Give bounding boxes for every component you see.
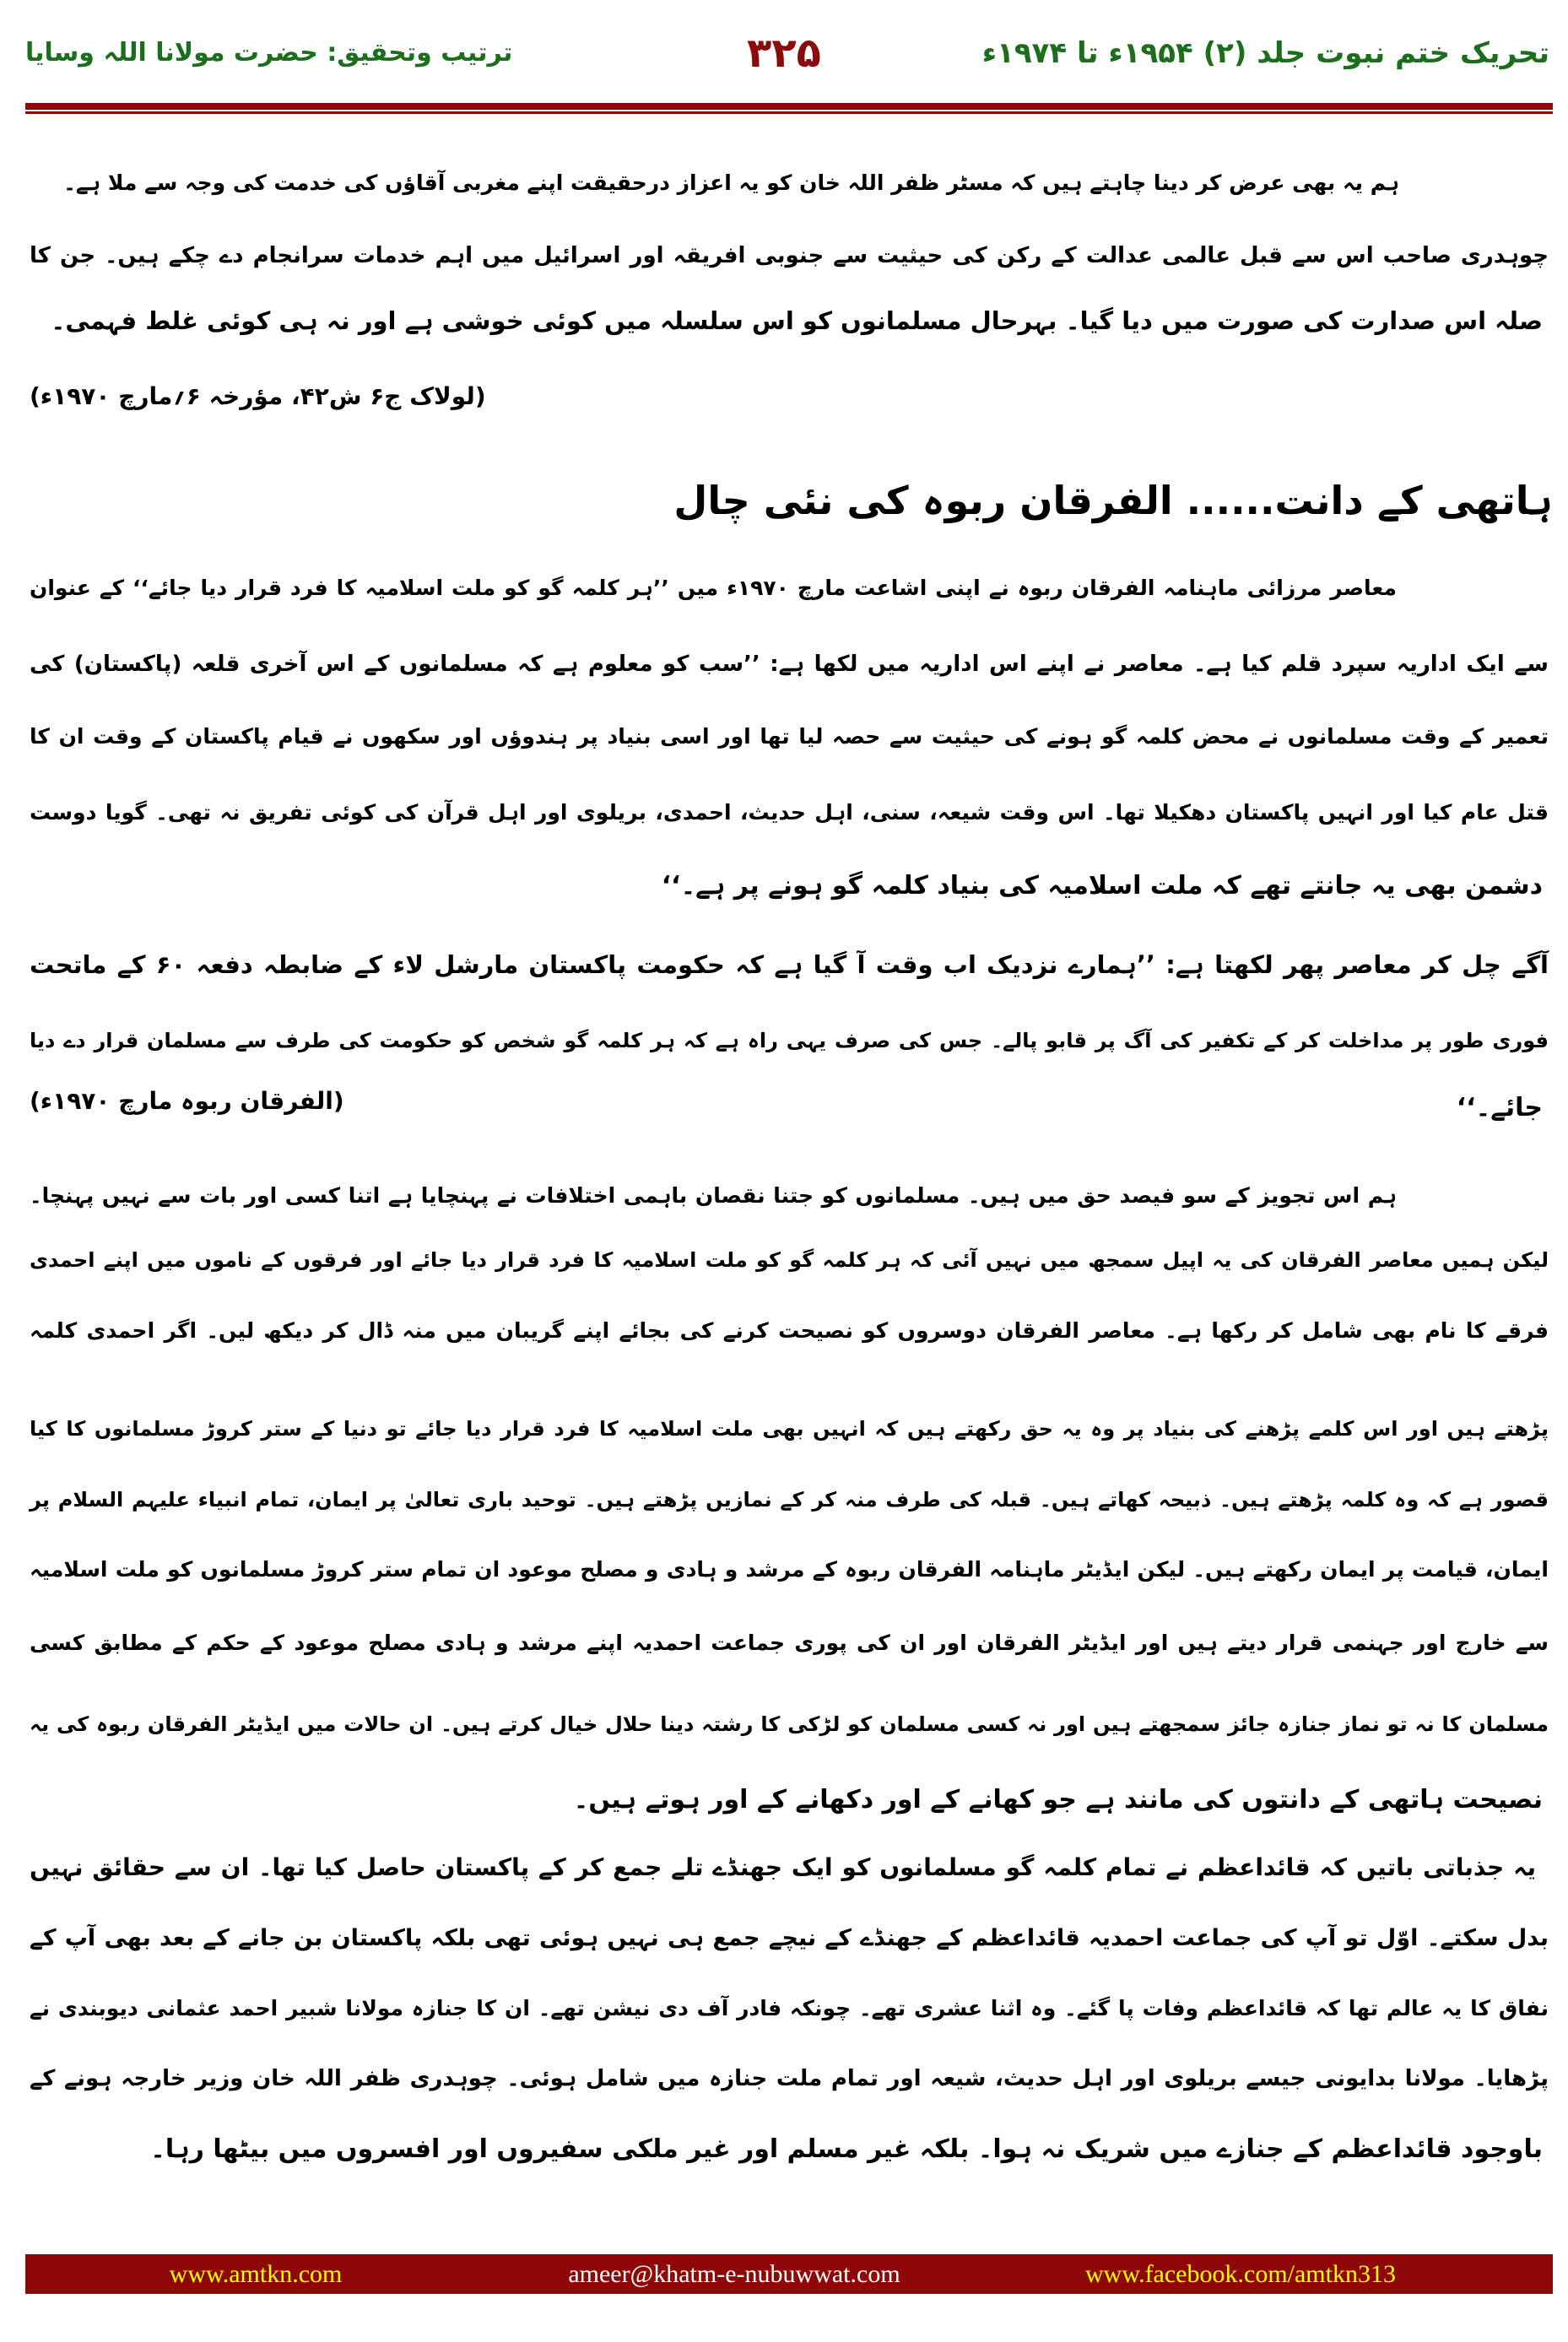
text-line: آگے چل کر معاصر پھر لکھتا ہے: ’’ہمارے نزدیک اب وقت آ گیا ہے کہ حکومت پاکستان مارشل لاء کے ضابطہ دفعہ ۶۰ کے ماتحت: [30, 950, 1549, 979]
text-line: باوجود قائداعظم کے جنازے میں شریک نہ ہوا۔ بلکہ غیر مسلم اور غیر ملکی سفیروں اور افسروں میں بیٹھا رہا۔: [150, 2134, 1543, 2164]
text-line: پڑھتے ہیں اور اس کلمے پڑھنے کی بنیاد پر وہ یہ حق رکھتے ہیں کہ انہیں بھی ملت اسلامیہ کا فرد قرار دیا جائے تو دنیا کے ستر کروڑ مسلمانوں کا کیا: [30, 1417, 1549, 1441]
email-link[interactable]: ameer@khatm-e-nubuwwat.com: [568, 2260, 900, 2288]
text-line: سے خارج اور جہنمی قرار دیتے ہیں اور ایڈیٹر الفرقان اور ان کی پوری جماعت احمدیہ اپنے مرشد و ہادی مصلح موعود کے حکم کے مطابق کسی: [30, 1631, 1549, 1655]
header-rule-thick: [25, 103, 1553, 110]
citation: (لولاک ج۶ ش۴۲، مؤرخہ ۶؍مارچ ۱۹۷۰ء): [30, 382, 486, 410]
page-number: ۳۲۵: [747, 30, 821, 77]
text-line: فرقے کا نام بھی شامل کر رکھا ہے۔ معاصر الفرقان دوسروں کو نصیحت کرنے کی بجائے اپنے گریبان میں منہ ڈال کر دیکھ لیں۔ اگر احمدی کلمہ: [30, 1318, 1549, 1343]
compiler-credit: ترتیب وتحقیق: حضرت مولانا اللہ وسایا: [25, 38, 513, 68]
text-line: ہم اس تجویز کے سو فیصد حق میں ہیں۔ مسلمانوں کو جتنا نقصان باہمی اختلافات نے پہنچایا ہے اتنا کسی اور بات سے نہیں پہنچا۔: [30, 1183, 1397, 1208]
section-heading: ہاتھی کے دانت...... الفرقان ربوہ کی نئی چال: [673, 478, 1553, 523]
facebook-link[interactable]: www.facebook.com/amtkn313: [1085, 2260, 1396, 2288]
text-line: مسلمان کا نہ تو نماز جنازہ جائز سمجھتے ہیں اور نہ کسی مسلمان کو لڑکی کا رشتہ دینا حلال خیال کرتے ہیں۔ ان حالات میں ایڈیٹر الفرقان ربوہ کی یہ: [30, 1712, 1549, 1736]
text-line: بدل سکتے۔ اوّل تو آپ کی جماعت احمدیہ قائداعظم کے جھنڈے کے نیچے جمع ہی نہیں ہوئی تھی بلکہ پاکستان بن جانے کے بعد بھی آپ کے: [30, 1925, 1549, 1951]
text-line: نصیحت ہاتھی کے دانتوں کی مانند ہے جو کھانے کے اور دکھانے کے اور ہوتے ہیں۔: [573, 1785, 1543, 1815]
text-line: یہ جذباتی باتیں کہ قائداعظم نے تمام کلمہ گو مسلمانوں کو ایک جھنڈے تلے جمع کر کے پاکستان حاصل کیا تھا۔ ان سے حقائق نہیں: [30, 1853, 1536, 1881]
citation: (الفرقان ربوہ مارچ ۱۹۷۰ء): [30, 1087, 344, 1115]
text-line: معاصر مرزائی ماہنامہ الفرقان ربوہ نے اپنی اشاعت مارچ ۱۹۷۰ء میں ’’ہر کلمہ گو کو ملت اسلامیہ کا فرد قرار دیا جائے‘‘ کے عنوان: [30, 576, 1397, 600]
text-line: دشمن بھی یہ جانتے تھے کہ ملت اسلامیہ کی بنیاد کلمہ گو ہونے پر ہے۔‘‘: [661, 871, 1543, 901]
text-line: فوری طور پر مداخلت کر کے تکفیر کی آگ پر قابو پالے۔ جس کی صرف یہی راہ ہے کہ ہر کلمہ گو شخص کو حکومت کی طرف سے مسلمان قرار دے دیا: [30, 1029, 1549, 1052]
text-line: قتل عام کیا اور انہیں پاکستان دھکیلا تھا۔ اس وقت شیعہ، سنی، اہل حدیث، احمدی، بریلوی اور اہل قرآن کی کوئی تفریق نہ تھی۔ گویا دوست: [30, 800, 1549, 825]
text-line: جائے۔‘‘: [1456, 1093, 1543, 1122]
text-line: سے ایک اداریہ سپرد قلم کیا ہے۔ معاصر نے اپنے اس اداریہ میں لکھا ہے: ’’سب کو معلوم ہے کہ مسلمانوں کے اس آخری قلعہ (پاکستان) کی: [30, 652, 1549, 677]
website-link[interactable]: www.amtkn.com: [169, 2260, 343, 2288]
header-rule-thin: [25, 111, 1553, 114]
book-title: تحریک ختم نبوت جلد (۲) ۱۹۵۴ء تا ۱۹۷۴ء: [981, 36, 1549, 70]
text-line: چوہدری صاحب اس سے قبل عالمی عدالت کے رکن کی حیثیت سے جنوبی افریقہ اور اسرائیل میں اہم خدمات سرانجام دے چکے ہیں۔ جن کا: [30, 243, 1549, 268]
text-line: لیکن ہمیں معاصر الفرقان کی یہ اپیل سمجھ میں نہیں آئی کہ ہر کلمہ گو کو ملت اسلامیہ کا فرد قرار دیا جائے اور فرقوں کے ناموں میں اپنے احمدی: [30, 1248, 1549, 1272]
text-line: صلہ اس صدارت کی صورت میں دیا گیا۔ بہرحال مسلمانوں کو اس سلسلہ میں کوئی خوشی ہے اور نہ ہی کوئی غلط فہمی۔: [51, 306, 1543, 335]
text-line: نفاق کا یہ عالم تھا کہ قائداعظم وفات پا گئے۔ وہ اثنا عشری تھے۔ چونکہ فادر آف دی نیشن تھے۔ ان کا جنازہ مولانا شبیر احمد عثمانی دیوبندی نے: [30, 1996, 1549, 2020]
text-line: ہم یہ بھی عرض کر دینا چاہتے ہیں کہ مسٹر ظفر اللہ خان کو یہ اعزاز درحقیقت اپنے مغربی آقاؤں کی خدمت کی وجہ سے ملا ہے۔: [63, 170, 1399, 195]
text-line: ایمان، قیامت پر ایمان رکھتے ہیں۔ لیکن ایڈیٹر ماہنامہ الفرقان ربوہ کے مرشد و ہادی و مصلح موعود ان تمام ستر کروڑ مسلمانوں کو ملت اسلامیہ: [30, 1557, 1549, 1582]
text-line: قصور ہے کہ وہ کلمہ پڑھتے ہیں۔ ذبیحہ کھاتے ہیں۔ قبلہ کی طرف منہ کر کے نمازیں پڑھتے ہیں۔ توحید باری تعالیٰ پر ایمان، تمام انبیاء علیہم السلام پر: [30, 1488, 1549, 1512]
page-footer: [25, 2254, 1553, 2294]
text-line: تعمیر کے وقت مسلمانوں نے محض کلمہ گو ہونے کی حیثیت سے حصہ لیا تھا اور اسی بنیاد پر ہندوؤں اور سکھوں نے قیام پاکستان کے وقت ان کا: [30, 724, 1549, 749]
text-line: پڑھایا۔ مولانا بدایونی جیسے بریلوی اور اہل حدیث، شیعہ اور تمام ملت جنازہ میں شامل ہوئی۔ چوہدری ظفر اللہ خان وزیر خارجہ ہونے کے: [30, 2066, 1549, 2091]
